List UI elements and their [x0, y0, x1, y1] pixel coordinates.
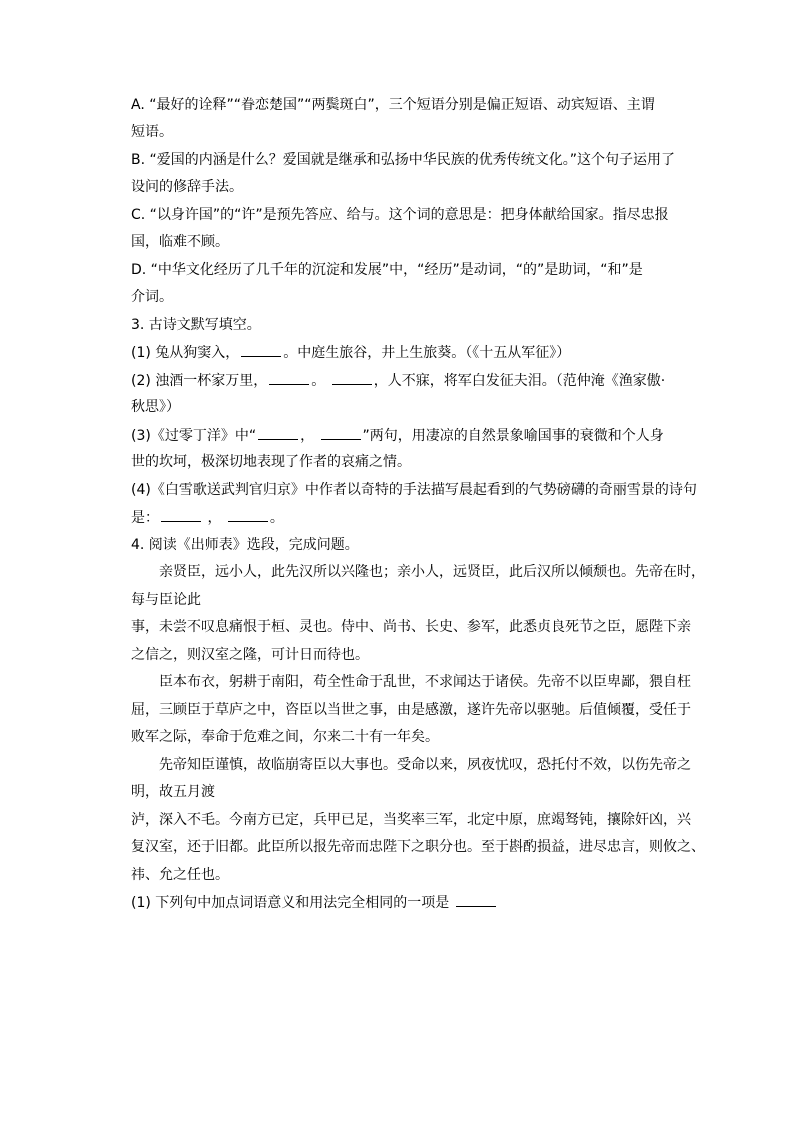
q3-item-4-line-2 [131, 507, 284, 528]
answer-blank[interactable] [228, 507, 268, 522]
q3-item-4-line-1: (4)《白雪歌送武判官归京》中作者以奇特的手法描写晨起看到的气势磅礴的奇丽雪景的诗句 [131, 482, 697, 498]
question-4-title: 4. 阅读《出师表》选段，完成问题。 [131, 537, 359, 553]
passage-p3-line-5: 祎、允之任也。 [131, 867, 229, 883]
answer-blank[interactable] [161, 507, 201, 522]
q4-sub-question-1 [131, 892, 498, 913]
q3-item-3-text-c: ”两句，用凄凉的自然景象喻国事的衰微和个人身 [362, 428, 664, 444]
q3-item-2-line-2: 秋思》） [131, 399, 180, 415]
q3-item-1-text-b: 。中庭生旅谷，井上生旅葵。（《十五从军征》） [283, 345, 571, 361]
option-a-line-2: 短语。 [131, 124, 173, 140]
option-d-line-2: 介词。 [131, 289, 173, 305]
answer-blank[interactable] [456, 892, 496, 907]
q3-item-1 [131, 342, 570, 363]
option-b-line-2: 设问的修辞手法。 [131, 179, 243, 195]
passage-p1-line-4: 之信之，则汉室之隆，可计日而待也。 [131, 647, 369, 663]
option-b-line-1: B. “爱国的内涵是什么？爱国就是继承和弘扬中华民族的优秀传统文化。”这个句子运用了 [131, 152, 676, 168]
passage-p3-line-4: 复汉室，还于旧都。此臣所以报先帝而忠陛下之职分也。至于斟酌损益，进尽忠言，则攸之、 [131, 839, 705, 855]
passage-p3-line-1: 先帝知臣谨慎，故临崩寄臣以大事也。受命以来，夙夜忧叹，恐托付不效，以伤先帝之 [159, 757, 691, 773]
answer-blank[interactable] [269, 370, 309, 385]
option-a-line-1: A. “最好的诠释”“眷恋楚国”“两鬓斑白”，三个短语分别是偏正短语、动宾短语、主谓 [131, 97, 655, 113]
passage-p1-line-1: 亲贤臣，远小人，此先汉所以兴隆也；亲小人，远贤臣，此后汉所以倾颓也。先帝在时， [159, 564, 705, 580]
q3-item-3-line-2: 世的坎坷，极深切地表现了作者的哀痛之情。 [131, 454, 411, 470]
q3-item-2-text-c: ，人不寐，将军白发征夫泪。（范仲淹《渔家傲· [373, 373, 666, 389]
answer-blank[interactable] [241, 342, 281, 357]
q3-item-1-text-a: (1) 兔从狗窦入， [131, 345, 240, 361]
q4-sub-question-1-text: (1) 下列句中加点词语意义和用法完全相同的一项是 [131, 895, 450, 911]
passage-p1-line-3: 事，未尝不叹息痛恨于桓、灵也。侍中、尚书、长史、参军，此悉贞良死节之臣，愿陛下亲 [131, 619, 691, 635]
q3-item-4-text-b: ， [207, 510, 222, 526]
q3-item-4-text-c: 。 [269, 510, 284, 526]
passage-p2-line-2: 屈，三顾臣于草庐之中，咨臣以当世之事，由是感激，遂许先帝以驱驰。后值倾覆，受任于 [131, 702, 691, 718]
question-3-title: 3. 古诗文默写填空。 [131, 317, 261, 333]
passage-p1-line-2: 每与臣论此 [131, 592, 201, 608]
q3-item-3 [131, 425, 664, 446]
q3-item-4-text-a: 是： [131, 510, 159, 526]
answer-blank[interactable] [332, 370, 372, 385]
passage-p2-line-1: 臣本布衣，躬耕于南阳，苟全性命于乱世，不求闻达于诸侯。先帝不以臣卑鄙，猥自枉 [159, 674, 691, 690]
q3-item-2-text-b: 。 [311, 373, 326, 389]
option-d-line-1: D. “中华文化经历了几千年的沉淀和发展”中，“经历”是动词，“的”是助词，“和”是 [131, 262, 643, 278]
q3-item-3-text-b: ， [300, 428, 315, 444]
option-c-line-2: 国，临难不顾。 [131, 234, 229, 250]
q3-item-2 [131, 370, 665, 391]
option-c-line-1: C. “以身许国”的“许”是预先答应、给与。这个词的意思是：把身体献给国家。指尽忠报 [131, 207, 669, 223]
passage-p2-line-3: 败军之际，奉命于危难之间，尔来二十有一年矣。 [131, 729, 439, 745]
answer-blank[interactable] [321, 425, 361, 440]
q3-item-3-text-a: (3)《过零丁洋》中“ [131, 428, 257, 444]
q3-item-2-text-a: (2) 浊酒一杯家万里， [131, 373, 268, 389]
passage-p3-line-2: 明，故五月渡 [131, 784, 215, 800]
passage-p3-line-3: 泸，深入不毛。今南方已定，兵甲已足，当奖率三军，北定中原，庶竭驽钝，攘除奸凶，兴 [131, 812, 691, 828]
answer-blank[interactable] [258, 425, 298, 440]
